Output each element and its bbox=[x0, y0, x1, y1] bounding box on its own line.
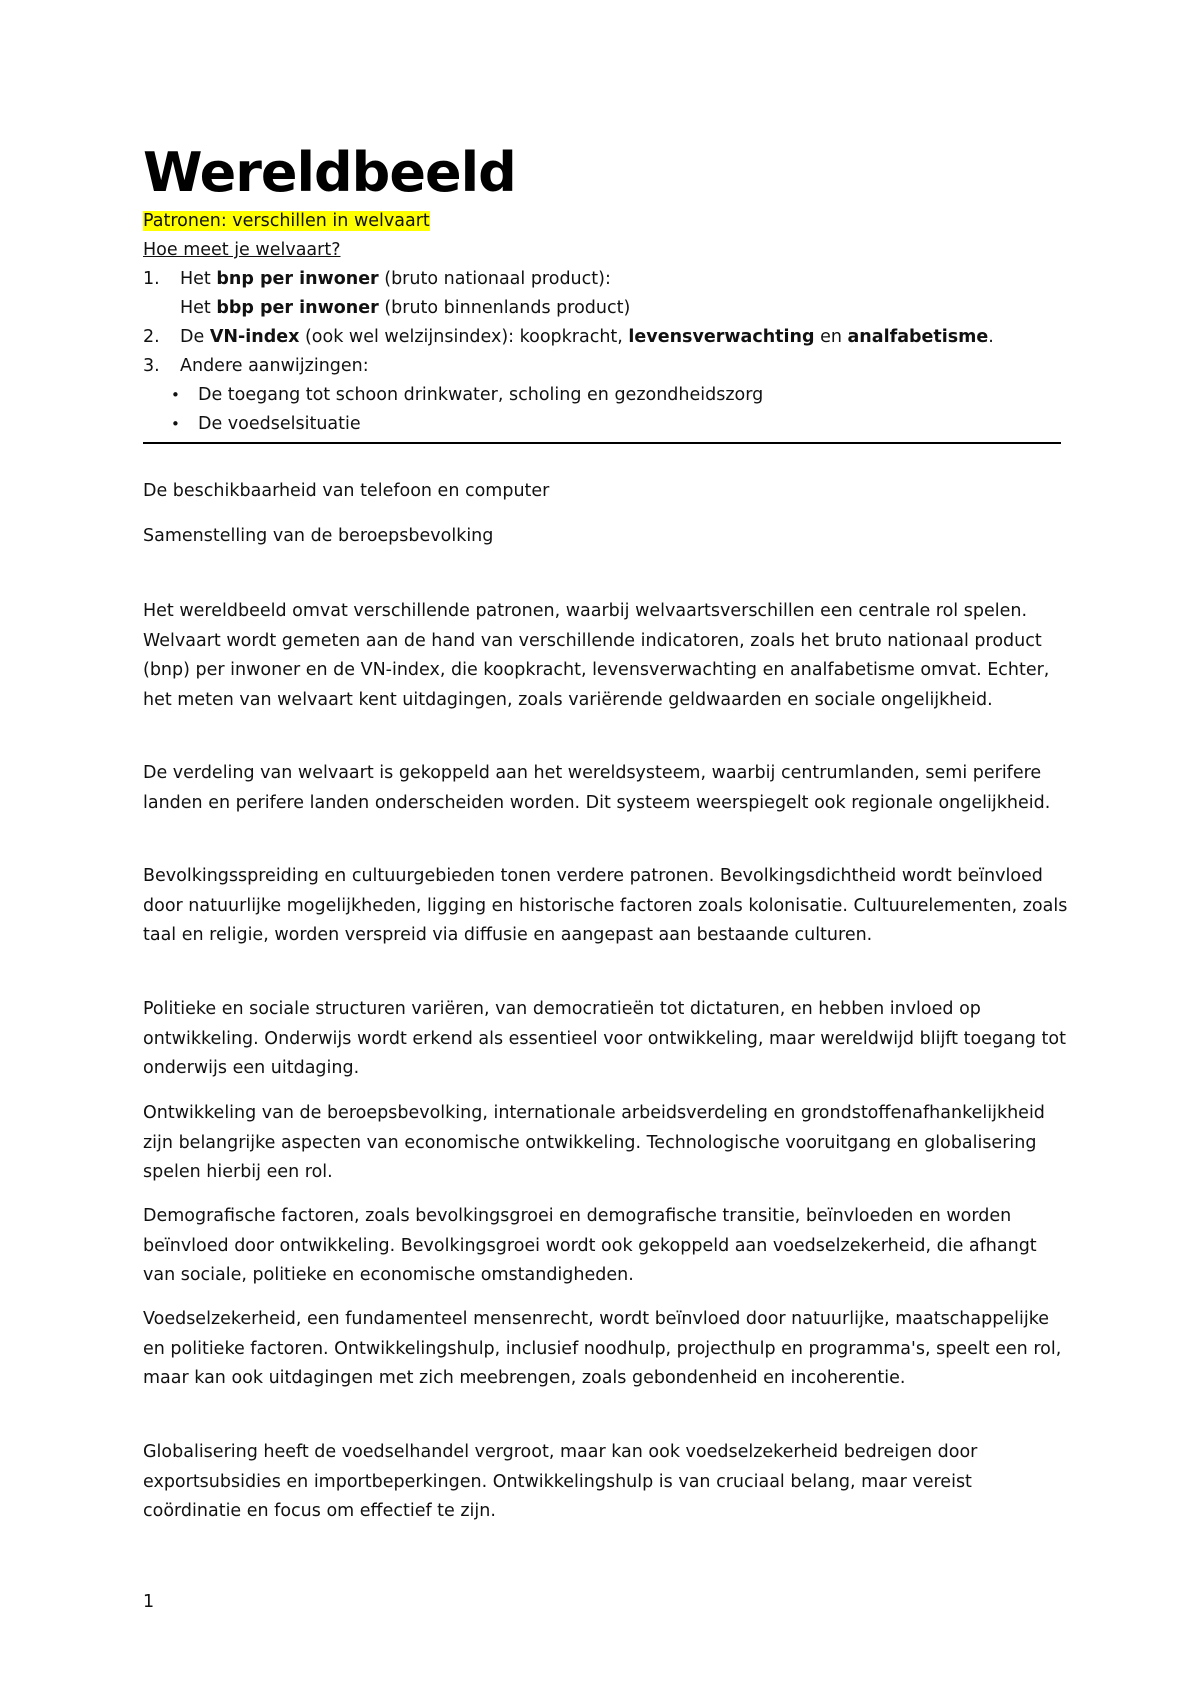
list-text: (bruto nationaal product): bbox=[378, 269, 611, 289]
body-paragraph: Demografische factoren, zoals bevolkingsgroei en demografische transitie, beïnvloeden en worden beïnvloed door ontwikkeling. Bevolkingsgroei wordt ook gekoppeld aan voedselzekerheid, die afhangt van sociale, politieke en economische omstandigheden. bbox=[143, 1206, 1037, 1286]
document-title: Wereldbeeld bbox=[143, 141, 516, 204]
list-item-1-continuation bbox=[143, 294, 630, 323]
list-text: (bruto binnenlands product) bbox=[378, 298, 631, 318]
body-paragraph: Het wereldbeeld omvat verschillende patronen, waarbij welvaartsverschillen een centrale rol spelen. Welvaart wordt gemeten aan de hand van verschillende indicatoren, zoals het bruto nationaal product (bnp) per inwoner en de VN-index, die koopkracht, levensverwachting en analfabetisme omvat. Echter, het meten van welvaart kent uitdagingen, zoals variërende geldwaarden en sociale ongelijkheid. bbox=[143, 601, 1050, 710]
list-text: De bbox=[180, 327, 210, 347]
page-number: 1 bbox=[143, 1592, 155, 1612]
list-text: (ook wel welzijnsindex): koopkracht, bbox=[299, 327, 629, 347]
bullet-text: De voedselsituatie bbox=[198, 414, 361, 434]
horizontal-rule bbox=[143, 442, 1061, 444]
question-line bbox=[143, 236, 340, 265]
body-paragraph: Politieke en sociale structuren variëren, van democratieën tot dictaturen, en hebben invloed op ontwikkeling. Onderwijs wordt erkend als essentieel voor ontwikkeling, maar wereldwijd blijft toegang tot onderwijs een uitdaging. bbox=[143, 999, 1066, 1079]
body-paragraph: Ontwikkeling van de beroepsbevolking, internationale arbeidsverdeling en grondstoffenafhankelijkheid zijn belangrijke aspecten van economische ontwikkeling. Technologische vooruitgang en globalisering spelen hierbij een rol. bbox=[143, 1103, 1045, 1183]
body-paragraph: Bevolkingsspreiding en cultuurgebieden tonen verdere patronen. Bevolkingsdichtheid wordt beïnvloed door natuurlijke mogelijkheden, ligging en historische factoren zoals kolonisatie. Cultuurelementen, zoals taal en religie, worden verspreid via diffusie en aangepast aan bestaande culturen. bbox=[143, 866, 1068, 946]
body-paragraph: Voedselzekerheid, een fundamenteel mensenrecht, wordt beïnvloed door natuurlijke, maatschappelijke en politieke factoren. Ontwikkelingshulp, inclusief noodhulp, projecthulp en programma's, speelt een rol, maar kan ook uitdagingen met zich meebrengen, zoals gebondenheid en incoherentie. bbox=[143, 1309, 1062, 1389]
underlined-question: Hoe meet je welvaart? bbox=[143, 240, 341, 260]
bullet-item bbox=[143, 410, 361, 439]
list-bold-term: bbp per inwoner bbox=[216, 298, 379, 318]
list-item-1 bbox=[143, 265, 611, 294]
list-text: . bbox=[988, 327, 994, 347]
highlighted-subtitle: Patronen: verschillen in welvaart bbox=[143, 211, 430, 231]
list-number: 3. bbox=[143, 356, 160, 376]
list-text: Het bbox=[180, 298, 217, 318]
list-bold-term: analfabetisme bbox=[847, 327, 989, 347]
list-item-3 bbox=[143, 352, 369, 381]
list-number: 2. bbox=[143, 327, 160, 347]
subtitle-line bbox=[143, 207, 430, 236]
list-bold-term: levensverwachting bbox=[628, 327, 815, 347]
extra-line: Samenstelling van de beroepsbevolking bbox=[143, 526, 494, 546]
bullet-icon: • bbox=[171, 415, 180, 433]
list-text: Het bbox=[180, 269, 217, 289]
list-number: 1. bbox=[143, 269, 160, 289]
list-bold-term: bnp per inwoner bbox=[216, 269, 379, 289]
bullet-icon: • bbox=[171, 386, 180, 404]
bullet-text: De toegang tot schoon drinkwater, scholing en gezondheidszorg bbox=[198, 385, 764, 405]
list-bold-term: VN-index bbox=[209, 327, 300, 347]
list-item-2 bbox=[143, 323, 994, 352]
extra-line: De beschikbaarheid van telefoon en computer bbox=[143, 481, 550, 501]
body-paragraph: Globalisering heeft de voedselhandel vergroot, maar kan ook voedselzekerheid bedreigen door exportsubsidies en importbeperkingen. Ontwikkelingshulp is van cruciaal belang, maar vereist coördinatie en focus om effectief te zijn. bbox=[143, 1442, 978, 1522]
list-text: Andere aanwijzingen: bbox=[180, 356, 369, 376]
list-text: en bbox=[814, 327, 848, 347]
body-paragraph: De verdeling van welvaart is gekoppeld aan het wereldsysteem, waarbij centrumlanden, semi perifere landen en perifere landen onderscheiden worden. Dit systeem weerspiegelt ook regionale ongelijkheid. bbox=[143, 763, 1051, 813]
bullet-item bbox=[143, 381, 763, 410]
